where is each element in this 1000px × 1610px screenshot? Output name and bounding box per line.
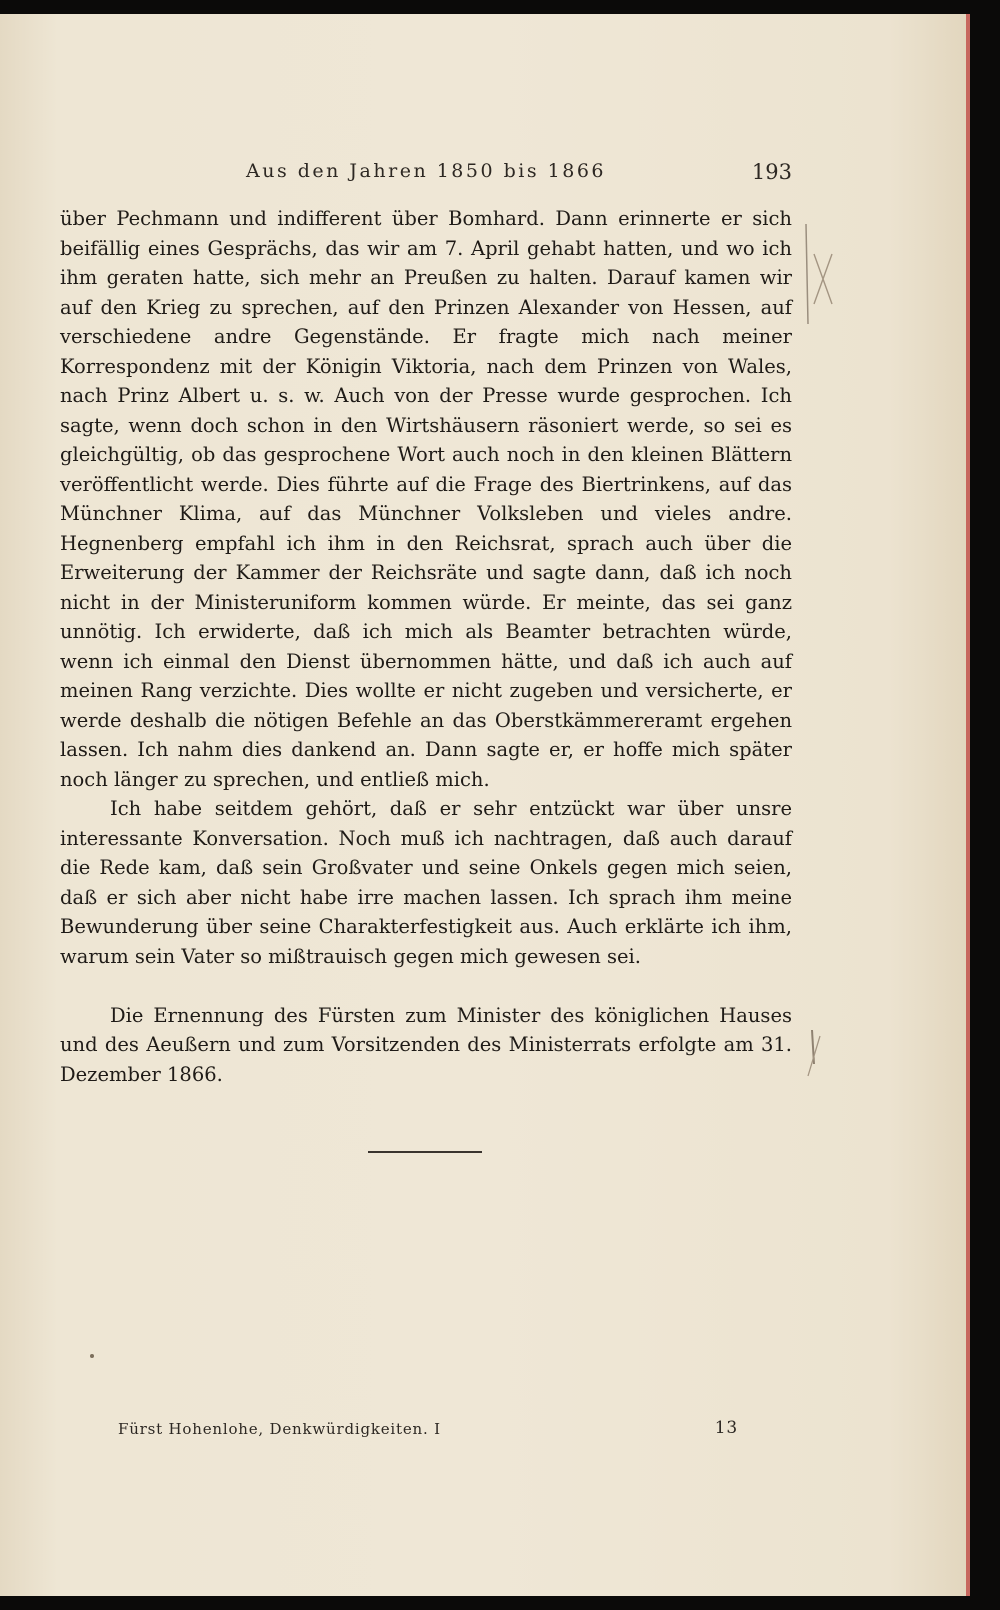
paragraph: Die Ernennung des Fürsten zum Minister des königlichen Hauses und des Aeußern und zum Vorsitzenden des Ministerrats erfolgte am 31. Dezember 1866. [60, 1003, 792, 1086]
paragraph: über Pechmann und indifferent über Bomhard. Dann erinnerte er sich beifällig eines Gesprächs, das wir am 7. April gehabt hatten, und wo ich ihm geraten hatte, sich mehr an Preußen zu halten. Darauf kamen wir auf den Krieg zu sprechen, auf den Prinzen Alexander von Hessen, auf verschiedene andre Gegenstände. Er fragte mich nach meiner Korrespondenz mit der Königin Viktoria, nach dem Prinzen von Wales, nach Prinz Albert u. s. w. Auch von der Presse wurde gesprochen. Ich sagte, wenn doch schon in den Wirtshäusern räsoniert werde, so sei es gleichgültig, ob das gesprochene Wort auch noch in den kleinen Blättern veröffentlicht werde. Dies führte auf die Frage des Biertrinkens, auf das Münchner Klima, auf das Münchner Volksleben und vieles andre. Hegnenberg empfahl ich ihm in den Reichsrat, sprach auch über die Erweiterung der Kammer der Reichsräte und sagte dann, daß ich noch nicht in der Ministeruniform kommen würde. Er meinte, das sei ganz unnötig. Ich erwiderte, daß ich mich als Beamter betrachten würde, wenn ich einmal den Dienst übernommen hätte, und daß ich auch auf meinen Rang verzichte. Dies wollte er nicht zugeben und versicherte, er werde deshalb die nötigen Befehle an das Oberstkämmereramt ergehen lassen. Ich nahm dies dankend an. Dann sagte er, er hoffe mich später noch länger zu sprechen, und entließ mich. [60, 207, 792, 791]
page-number: 193 [751, 160, 792, 184]
pencil-annotation-mark [800, 1024, 840, 1084]
running-title: Aus den Jahren 1850 bis 1866 [246, 160, 606, 182]
pencil-annotation-mark [800, 214, 840, 344]
footer [118, 1416, 738, 1446]
section-end-rule [368, 1151, 482, 1153]
book-page [0, 14, 970, 1596]
printer-signature: Fürst Hohenlohe, Denkwürdigkeiten. I [118, 1420, 441, 1438]
paragraph: Ich habe seitdem gehört, daß er sehr entzückt war über unsre interessante Konversation. Noch muß ich nachtragen, daß auch darauf die Rede kam, daß sein Großvater und seine Onkels gegen mich seien, daß er sich aber nicht habe irre machen lassen. Ich sprach ihm meine Bewunderung über seine Charakterfestigkeit aus. Auch erklärte ich ihm, warum sein Vater so mißtrauisch gegen mich gewesen sei. [60, 797, 792, 968]
running-head [60, 154, 792, 190]
body-text [60, 204, 792, 1089]
paper-speck [90, 1354, 94, 1358]
sheet-number: 13 [714, 1418, 738, 1438]
